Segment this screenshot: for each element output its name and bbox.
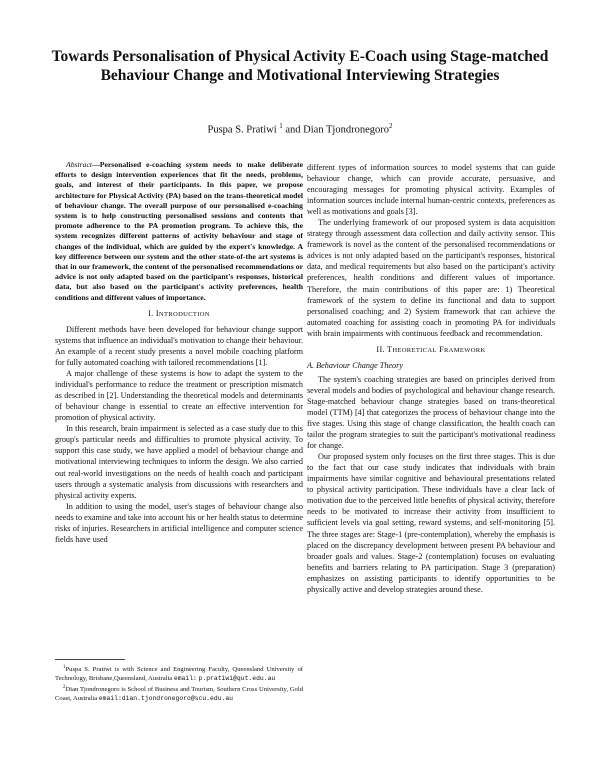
- footnote-rule: [55, 659, 125, 660]
- section-1-title-rest: NTRODUCTION: [158, 310, 210, 318]
- right-paragraph-1: different types of information sources to model systems that can guide behaviour change, which can provide accurate, persuasive, and encouraging messages for promoting physical activity. Examples of information sources include internal human-centric contexts, preferences as well as motivations and goals [3].: [307, 163, 555, 217]
- section-heading-theoretical-framework: [307, 344, 555, 356]
- footnote-1-mark: 1: [63, 665, 66, 670]
- author-1-name: Puspa S. Pratiwi: [207, 124, 277, 136]
- subsection-heading-behaviour-change: A. Behaviour Change Theory: [307, 360, 403, 370]
- abstract-label: Abstract: [66, 160, 93, 169]
- author-conjunction: and: [285, 124, 301, 136]
- footnotes: [55, 659, 303, 704]
- section-heading-introduction: [55, 308, 303, 320]
- intro-paragraph-2: A major challenge of these systems is how to adapt the system to the individual's performance to reduce the treatment or prescription mismatch as described in [2]. Understanding the theoretical models and determinants of behaviour change is essential to create an effective intervention for promotion of physical activity.: [55, 369, 303, 423]
- footnote-2: [55, 684, 303, 704]
- section-1-title-initial: I: [155, 308, 159, 318]
- footnote-2-text: Dian Tjondronegoro is School of Business and Tourism, Southern Cross University, Gold Coast, Australia: [55, 685, 303, 702]
- footnote-1-email[interactable]: p.pratiwi@qut.edu.au: [198, 674, 276, 682]
- footnote-1-text: Puspa S. Pratiwi is with Science and Engineering Faculty, Queensland University of Technology, Brisbane,Queensland, Australia: [55, 666, 303, 682]
- theory-paragraph-1: The system's coaching strategies are based on principles derived from several models and bodies of psychological and behaviour change research. Stage-matched behaviour change strategies based on trans-theoretical model (TTM) [4] that categorizes the process of behaviour change into the five stages. Using this stage of change classification, the health coach can tailor the program strategies to suit the participant's motivational readiness for change.: [307, 374, 555, 451]
- section-2-title-initial-2: F: [439, 344, 444, 354]
- section-2-title-rest-1: HEORETICAL: [392, 346, 437, 354]
- author-line: [40, 122, 560, 136]
- author-2-name: Dian Tjondronegoro: [303, 124, 390, 136]
- right-paragraph-2: The underlying framework of our proposed system is data acquisition strategy through assessment data collection and daily activity sensor. This framework is novel as the content of the personalised recommendations or advices is not only adapted based on the participant's responses, historical data, and medical requirements but also based on the participant's activity preferences, health conditions and different values of importance. Therefore, the main contributions of this paper are: 1) Theoretical framework of the system to define its functional and data to support personalised coaching; and 2) System framework that can achieve the automated coaching for assisting coach in promoting PA for individuals with brain impairments with continuous feedback and recommendation.: [307, 218, 555, 338]
- section-2-title-rest-2: RAMEWORK: [443, 346, 486, 354]
- footnote-2-mark: 2: [63, 684, 66, 690]
- intro-paragraph-1: Different methods have been developed for behaviour change support systems that influence an individual's motivation to change their behaviour. An example of a recent study presents a novel mobile coaching platform for fully automated coaching with tailored recommendations [1].: [55, 324, 303, 368]
- intro-paragraph-3: In this research, brain impairment is selected as a case study due to this group's particular needs and difficulties to promote physical activity. To support this case study, we have applied a model of behaviour change and motivational interviewing techniques to inform the design. We also carried out real-world investigations on the needs of health coach and participant users through a systematic analysis from discussions with researchers and physical activity experts.: [55, 424, 303, 500]
- footnote-1: [55, 664, 303, 684]
- abstract: [55, 160, 303, 303]
- footnote-2-email[interactable]: email:dian.tjondronegoro@scu.edu.au: [98, 694, 234, 702]
- section-1-number: I.: [148, 308, 154, 318]
- footnote-1-email-label: email:: [173, 674, 197, 682]
- abstract-text: Personalised e-coaching system needs to make deliberate efforts to design intervention experiences that fit the needs, problems, goals, and interest of their participants. In this paper, we propose architecture for Physical Activity (PA) based on the trans-theoretical model of behaviour change. The overall purpose of our personalised e-coaching system is to help constructing personalised sessions and contents that promote adherence to the PA promotion program. To achieve this, the system recognizes different patterns of activity behaviour and stage of changes of the individual, which are guided by the expert's knowledge. A key difference between our system and the other state-of-the art systems is that in our framework, the content of the personalised recommendations or advice is not only adapted based on the participant's responses, historical data, but also based on the participant's activity preferences, health conditions and different values of importance.: [55, 160, 303, 302]
- intro-paragraph-4: In addition to using the model, user's stages of behaviour change also needs to examine and take into account his or her health status to determine risks of injuries. Researchers in artificial intelligence and computer science fields have used: [55, 501, 303, 544]
- paper-title: Towards Personalisation of Physical Activity E-Coach using Stage-matched Behaviour Change and Motivational Interviewing Strategies: [51, 48, 549, 84]
- section-2-number: II.: [376, 344, 385, 354]
- abstract-dash: —: [92, 160, 100, 169]
- section-2-title-initial-1: T: [387, 344, 393, 354]
- right-column: [307, 162, 555, 595]
- author-2-mark: 2: [389, 122, 393, 130]
- author-1-mark: 1: [279, 122, 283, 130]
- theory-paragraph-2: Our proposed system only focuses on the first three stages. This is due to the fact that our case study indicates that individuals with brain impairments have similar cognitive and behavioural presentations related to physical activity participation. These individuals have a clear lack of motivation due to the perceived little benefits of physical activity, therefore needs to be motivated to increase their activity from insufficient to sufficient levels via goal setting, reward systems, and self-monitoring [5]. The three stages are: Stage-1 (pre-contemplation), whereby the emphasis is placed on the discrepancy development between present PA behaviour and broader goals and values. Stage-2 (contemplation) focuses on evaluating benefits and barriers relating to PA participation. Stage 3 (preparation) emphasizes on assisting participants to identify opportunities to be physically active and develop strategies around these.: [307, 452, 555, 594]
- left-column: [55, 160, 303, 545]
